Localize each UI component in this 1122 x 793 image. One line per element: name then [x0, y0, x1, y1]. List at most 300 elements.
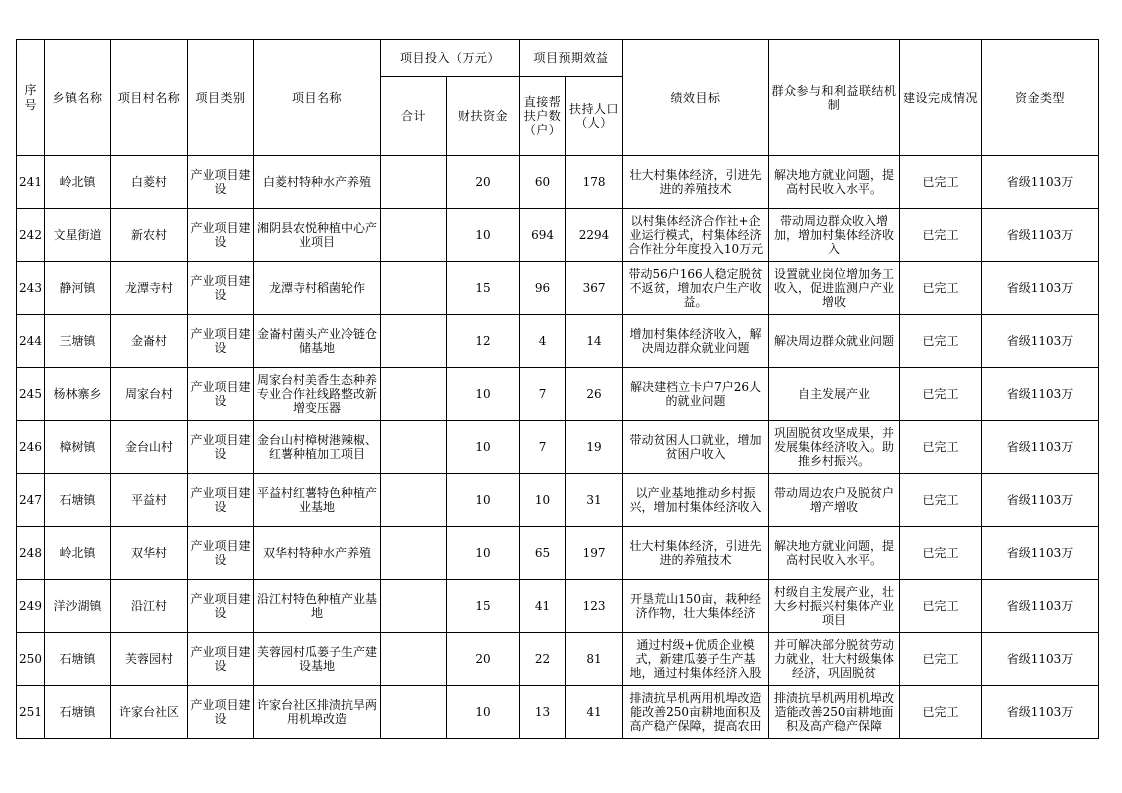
header-goal: 绩效目标 [623, 40, 769, 156]
cell-text: 96 [534, 281, 551, 295]
cell-text: 解决周边群众就业问题 [774, 334, 895, 348]
cell-text: 樟树镇 [59, 440, 96, 454]
cell-category [188, 686, 254, 739]
cell-goal [623, 527, 769, 580]
cell-text: 并可解决部分脱贫劳动力就业，壮大村级集体经济，巩固脱贫 [774, 638, 895, 680]
cell-text: 7 [538, 387, 547, 401]
cell-township [45, 474, 111, 527]
table-header [17, 40, 1099, 156]
cell-text: 金崙村菌头产业冷链仓储基地 [256, 327, 377, 355]
cell-households [520, 633, 566, 686]
cell-text: 15 [475, 599, 491, 613]
cell-text: 65 [534, 546, 551, 560]
cell-text: 产业项目建设 [190, 380, 251, 408]
cell-text: 已完工 [922, 652, 959, 666]
cell-text: 10 [475, 493, 491, 507]
cell-text: 367 [582, 281, 606, 295]
cell-seq [17, 580, 45, 633]
cell-fund-type [982, 368, 1099, 421]
cell-township [45, 368, 111, 421]
cell-text: 20 [475, 652, 491, 666]
cell-total [381, 633, 447, 686]
cell-text: 省级1103万 [1006, 705, 1074, 719]
cell-village [111, 686, 188, 739]
cell-status [900, 368, 982, 421]
cell-total [381, 580, 447, 633]
cell-category [188, 368, 254, 421]
cell-text: 31 [586, 493, 602, 507]
header-seq: 序号 [17, 40, 45, 156]
cell-seq [17, 421, 45, 474]
cell-text: 4 [538, 334, 547, 348]
cell-population [566, 156, 623, 209]
cell-fund [447, 315, 520, 368]
cell-text: 产业项目建设 [190, 274, 251, 302]
cell-seq [17, 633, 45, 686]
cell-text: 带动周边群众收入增加，增加村集体经济收入 [774, 214, 895, 256]
cell-total [381, 209, 447, 262]
cell-village [111, 580, 188, 633]
cell-text: 22 [534, 652, 551, 666]
cell-text: 已完工 [922, 440, 959, 454]
cell-text: 246 [19, 440, 42, 454]
cell-text: 41 [534, 599, 551, 613]
cell-text: 设置就业岗位增加务工收入，促进监测户产业增收 [774, 267, 895, 309]
cell-text: 周家台村 [124, 387, 173, 401]
table-row [17, 527, 1099, 580]
table-row [17, 368, 1099, 421]
cell-village [111, 156, 188, 209]
cell-text: 解决地方就业问题，提高村民收入水平。 [774, 539, 895, 567]
cell-village [111, 527, 188, 580]
cell-text: 新农村 [130, 228, 167, 242]
cell-text: 石塘镇 [59, 652, 96, 666]
cell-township [45, 527, 111, 580]
cell-village [111, 633, 188, 686]
cell-text: 20 [475, 175, 491, 189]
cell-status [900, 474, 982, 527]
cell-text: 10 [475, 440, 491, 454]
cell-fund-type [982, 686, 1099, 739]
cell-text: 开垦荒山150亩，栽种经济作物，壮大集体经济 [630, 592, 761, 620]
cell-population [566, 633, 623, 686]
cell-status [900, 686, 982, 739]
cell-seq [17, 368, 45, 421]
cell-text: 省级1103万 [1006, 228, 1074, 242]
cell-text: 81 [586, 652, 602, 666]
cell-text: 已完工 [922, 334, 959, 348]
cell-mechanism [769, 580, 900, 633]
cell-text: 产业项目建设 [190, 592, 251, 620]
cell-text: 694 [531, 228, 554, 242]
cell-fund [447, 368, 520, 421]
cell-text: 省级1103万 [1006, 387, 1074, 401]
header-status: 建设完成情况 [900, 40, 982, 156]
cell-seq [17, 315, 45, 368]
cell-category [188, 262, 254, 315]
cell-fund [447, 262, 520, 315]
cell-text: 250 [19, 652, 42, 666]
cell-project-name [254, 580, 381, 633]
cell-text: 三塘镇 [59, 334, 96, 348]
cell-text: 12 [475, 334, 491, 348]
cell-households [520, 209, 566, 262]
cell-text: 双华村特种水产养殖 [262, 546, 371, 560]
header-total: 合计 [381, 77, 447, 156]
cell-fund-type [982, 527, 1099, 580]
cell-text: 产业项目建设 [190, 698, 251, 726]
cell-text: 245 [19, 387, 42, 401]
cell-text: 产业项目建设 [190, 486, 251, 514]
cell-households [520, 262, 566, 315]
cell-total [381, 527, 447, 580]
cell-text: 249 [19, 599, 42, 613]
cell-mechanism [769, 368, 900, 421]
cell-township [45, 580, 111, 633]
cell-seq [17, 474, 45, 527]
cell-text: 平益村 [130, 493, 167, 507]
cell-fund-type [982, 156, 1099, 209]
cell-population [566, 580, 623, 633]
cell-text: 244 [19, 334, 42, 348]
cell-text: 省级1103万 [1006, 546, 1074, 560]
cell-fund [447, 156, 520, 209]
cell-population [566, 368, 623, 421]
cell-status [900, 633, 982, 686]
cell-text: 杨林寨乡 [53, 387, 102, 401]
cell-goal [623, 421, 769, 474]
cell-township [45, 633, 111, 686]
cell-households [520, 421, 566, 474]
cell-total [381, 315, 447, 368]
cell-text: 已完工 [922, 387, 959, 401]
table-row [17, 686, 1099, 739]
cell-population [566, 686, 623, 739]
cell-project-name [254, 262, 381, 315]
cell-fund [447, 209, 520, 262]
cell-goal [623, 262, 769, 315]
cell-mechanism [769, 156, 900, 209]
cell-project-name [254, 156, 381, 209]
cell-text: 241 [19, 175, 42, 189]
cell-text: 壮大村集体经济，引进先进的养殖技术 [629, 539, 762, 567]
cell-status [900, 209, 982, 262]
cell-text: 解决地方就业问题，提高村民收入水平。 [774, 168, 895, 196]
cell-text: 15 [475, 281, 491, 295]
cell-text: 10 [475, 546, 491, 560]
cell-households [520, 686, 566, 739]
cell-text: 带动贫困人口就业，增加贫困户收入 [629, 433, 762, 461]
cell-text: 产业项目建设 [190, 327, 251, 355]
cell-status [900, 421, 982, 474]
cell-goal [623, 156, 769, 209]
cell-text: 许家台社区 [118, 705, 179, 719]
cell-project-name [254, 368, 381, 421]
cell-text: 以村集体经济合作社+企业运行模式，村集体经济合作社分年度投入10万元 [627, 214, 764, 256]
header-population: 扶持人口（人） [566, 77, 623, 156]
cell-text: 251 [19, 705, 42, 719]
cell-project-name [254, 633, 381, 686]
cell-goal [623, 368, 769, 421]
cell-fund [447, 580, 520, 633]
cell-text: 已完工 [922, 705, 959, 719]
cell-status [900, 527, 982, 580]
cell-text: 双华村 [130, 546, 167, 560]
cell-status [900, 315, 982, 368]
cell-text: 金台山村樟树港辣椒、红薯种植加工项目 [256, 433, 377, 461]
cell-seq [17, 209, 45, 262]
cell-text: 沿江村 [130, 599, 167, 613]
cell-mechanism [769, 421, 900, 474]
cell-status [900, 580, 982, 633]
cell-households [520, 156, 566, 209]
cell-category [188, 474, 254, 527]
cell-total [381, 421, 447, 474]
header-investment: 项目投入（万元） [381, 40, 520, 77]
cell-township [45, 262, 111, 315]
cell-text: 带动周边农户及脱贫户增产增收 [774, 486, 895, 514]
cell-fund-type [982, 580, 1099, 633]
cell-population [566, 527, 623, 580]
cell-fund [447, 686, 520, 739]
cell-project-name [254, 315, 381, 368]
cell-fund-type [982, 315, 1099, 368]
cell-total [381, 262, 447, 315]
cell-category [188, 633, 254, 686]
cell-goal [623, 580, 769, 633]
cell-text: 解决建档立卡户7户26人的就业问题 [630, 380, 761, 408]
cell-text: 增加村集体经济收入，解决周边群众就业问题 [629, 327, 762, 355]
cell-goal [623, 209, 769, 262]
header-fund: 财扶资金 [447, 77, 520, 156]
cell-village [111, 368, 188, 421]
cell-text: 芙蓉园村瓜蒌子生产建设基地 [256, 645, 377, 673]
cell-project-name [254, 686, 381, 739]
cell-text: 石塘镇 [59, 493, 96, 507]
cell-text: 岭北镇 [59, 546, 96, 560]
cell-fund [447, 527, 520, 580]
cell-status [900, 156, 982, 209]
cell-mechanism [769, 209, 900, 262]
cell-text: 排渍抗旱机两用机埠改造能改善250亩耕地面积及高产稳产保障 [774, 691, 895, 733]
cell-village [111, 209, 188, 262]
cell-text: 14 [586, 334, 602, 348]
cell-text: 产业项目建设 [190, 539, 251, 567]
cell-fund-type [982, 421, 1099, 474]
cell-village [111, 421, 188, 474]
cell-village [111, 474, 188, 527]
cell-households [520, 368, 566, 421]
cell-text: 省级1103万 [1006, 599, 1074, 613]
cell-township [45, 156, 111, 209]
table-row [17, 209, 1099, 262]
table-row [17, 421, 1099, 474]
cell-seq [17, 686, 45, 739]
cell-mechanism [769, 686, 900, 739]
cell-text: 已完工 [922, 493, 959, 507]
header-households: 直接帮扶户数（户） [520, 77, 566, 156]
cell-status [900, 262, 982, 315]
cell-text: 沿江村特色种植产业基地 [256, 592, 377, 620]
cell-mechanism [769, 262, 900, 315]
cell-total [381, 156, 447, 209]
cell-text: 以产业基地推动乡村振兴，增加村集体经济收入 [629, 486, 762, 514]
cell-text: 省级1103万 [1006, 175, 1074, 189]
cell-text: 村级自主发展产业，壮大乡村振兴村集体产业项目 [774, 585, 895, 627]
cell-village [111, 315, 188, 368]
cell-population [566, 315, 623, 368]
cell-text: 197 [582, 546, 606, 560]
table-row [17, 474, 1099, 527]
cell-text: 已完工 [922, 546, 959, 560]
cell-fund-type [982, 209, 1099, 262]
cell-fund [447, 421, 520, 474]
cell-text: 自主发展产业 [798, 387, 871, 401]
cell-township [45, 421, 111, 474]
cell-text: 247 [19, 493, 42, 507]
cell-seq [17, 527, 45, 580]
cell-seq [17, 156, 45, 209]
cell-text: 产业项目建设 [190, 645, 251, 673]
cell-text: 带动56户166人稳定脱贫不返贫，增加农户生产收益。 [628, 267, 763, 309]
cell-township [45, 209, 111, 262]
cell-households [520, 580, 566, 633]
cell-text: 省级1103万 [1006, 652, 1074, 666]
cell-category [188, 315, 254, 368]
cell-households [520, 527, 566, 580]
cell-total [381, 686, 447, 739]
cell-goal [623, 686, 769, 739]
cell-text: 123 [582, 599, 606, 613]
cell-category [188, 156, 254, 209]
header-category: 项目类别 [188, 40, 254, 156]
table-row [17, 315, 1099, 368]
cell-mechanism [769, 474, 900, 527]
cell-mechanism [769, 315, 900, 368]
cell-text: 26 [586, 387, 602, 401]
cell-text: 产业项目建设 [190, 168, 251, 196]
cell-text: 通过村级+优质企业模式，新建瓜蒌子生产基地，通过村集体经济入股 [629, 638, 762, 680]
header-village: 项目村名称 [111, 40, 188, 156]
cell-text: 静河镇 [59, 281, 96, 295]
cell-text: 白菱村特种水产养殖 [262, 175, 371, 189]
cell-text: 壮大村集体经济，引进先进的养殖技术 [629, 168, 762, 196]
cell-project-name [254, 421, 381, 474]
cell-text: 已完工 [922, 175, 959, 189]
cell-text: 10 [475, 705, 491, 719]
cell-fund-type [982, 633, 1099, 686]
cell-text: 省级1103万 [1006, 440, 1074, 454]
cell-category [188, 580, 254, 633]
cell-text: 省级1103万 [1006, 281, 1074, 295]
cell-text: 许家台社区排渍抗旱两用机埠改造 [256, 698, 377, 726]
header-township: 乡镇名称 [45, 40, 111, 156]
header-benefit: 项目预期效益 [520, 40, 623, 77]
cell-text: 金台山村 [124, 440, 173, 454]
cell-fund [447, 633, 520, 686]
cell-population [566, 209, 623, 262]
cell-category [188, 421, 254, 474]
cell-text: 已完工 [922, 228, 959, 242]
cell-text: 19 [586, 440, 602, 454]
cell-households [520, 315, 566, 368]
cell-text: 10 [475, 228, 491, 242]
cell-text: 平益村红薯特色种植产业基地 [256, 486, 377, 514]
cell-text: 龙潭寺村稻菌轮作 [268, 281, 365, 295]
cell-text: 248 [19, 546, 42, 560]
cell-village [111, 262, 188, 315]
table-row [17, 262, 1099, 315]
cell-text: 龙潭寺村 [124, 281, 173, 295]
cell-goal [623, 474, 769, 527]
cell-text: 岭北镇 [59, 175, 96, 189]
cell-text: 13 [534, 705, 551, 719]
cell-township [45, 686, 111, 739]
cell-goal [623, 633, 769, 686]
cell-category [188, 527, 254, 580]
cell-mechanism [769, 633, 900, 686]
cell-project-name [254, 527, 381, 580]
cell-text: 省级1103万 [1006, 493, 1074, 507]
cell-text: 243 [19, 281, 42, 295]
cell-project-name [254, 209, 381, 262]
project-table [16, 39, 1099, 739]
cell-text: 2294 [578, 228, 610, 242]
cell-text: 已完工 [922, 599, 959, 613]
header-mechanism: 群众参与和利益联结机制 [769, 40, 900, 156]
cell-text: 石塘镇 [59, 705, 96, 719]
cell-text: 178 [582, 175, 606, 189]
cell-project-name [254, 474, 381, 527]
cell-text: 巩固脱贫攻坚成果，并发展集体经济收入。助推乡村振兴。 [774, 426, 895, 468]
cell-text: 洋沙湖镇 [53, 599, 102, 613]
cell-text: 242 [19, 228, 42, 242]
cell-text: 产业项目建设 [190, 221, 251, 249]
cell-goal [623, 315, 769, 368]
cell-fund [447, 474, 520, 527]
cell-text: 金崙村 [130, 334, 167, 348]
table-row [17, 580, 1099, 633]
cell-population [566, 262, 623, 315]
cell-township [45, 315, 111, 368]
cell-text: 排渍抗旱机两用机埠改造能改善250亩耕地面积及高产稳产保障，提高农田 [629, 691, 762, 733]
cell-population [566, 474, 623, 527]
cell-text: 省级1103万 [1006, 334, 1074, 348]
cell-text: 文星街道 [53, 228, 102, 242]
table-body [17, 156, 1099, 739]
cell-text: 41 [586, 705, 602, 719]
cell-text: 60 [534, 175, 551, 189]
cell-text: 白菱村 [130, 175, 167, 189]
cell-text: 已完工 [922, 281, 959, 295]
cell-fund-type [982, 262, 1099, 315]
cell-population [566, 421, 623, 474]
table-row [17, 156, 1099, 209]
cell-category [188, 209, 254, 262]
cell-households [520, 474, 566, 527]
cell-total [381, 474, 447, 527]
cell-text: 周家台村美香生态种养专业合作社线路整改新增变压器 [256, 373, 377, 415]
cell-mechanism [769, 527, 900, 580]
cell-text: 湘阴县农悦种植中心产业项目 [256, 221, 377, 249]
cell-text: 产业项目建设 [190, 433, 251, 461]
table-row [17, 633, 1099, 686]
cell-text: 10 [475, 387, 491, 401]
cell-seq [17, 262, 45, 315]
cell-text: 7 [538, 440, 547, 454]
cell-text: 10 [534, 493, 551, 507]
header-project-name: 项目名称 [254, 40, 381, 156]
